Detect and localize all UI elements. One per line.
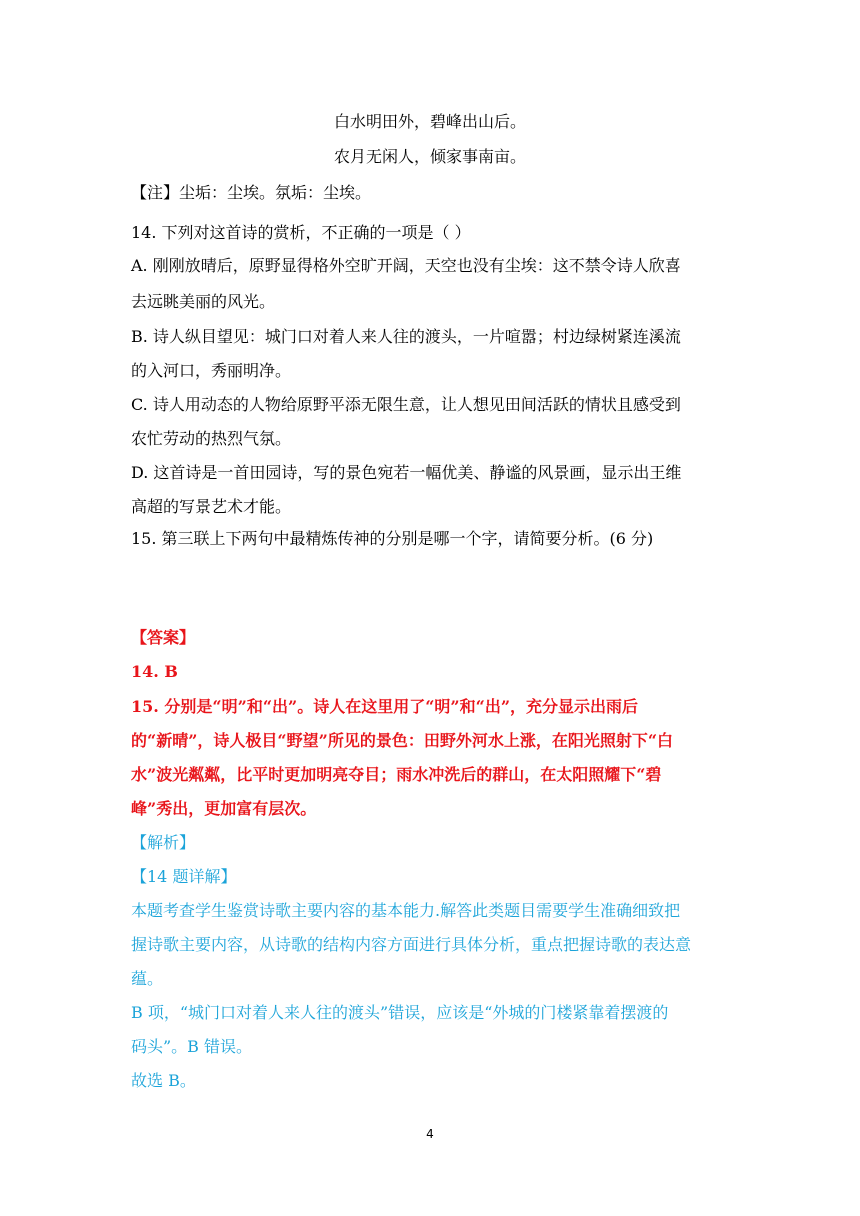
answer-15-line-4: 峰”秀出，更加富有层次。 <box>131 799 317 818</box>
analysis-heading: 【解析】 <box>131 833 196 852</box>
answer-15-line-1: 15. 分别是“明”和“出”。诗人在这里用了“明”和“出”，充分显示出雨后 <box>131 697 639 716</box>
analysis-line-1: 本题考查学生鉴赏诗歌主要内容的基本能力.解答此类题目需要学生准确细致把 <box>131 901 681 920</box>
poem-line-2: 农月无闲人，倾家事南亩。 <box>333 147 526 166</box>
note: 【注】尘垢：尘埃。氛垢：尘埃。 <box>131 183 372 202</box>
answer-15-line-2: 的“新晴”，诗人极目“野望”所见的景色：田野外河水上涨，在阳光照射下“白 <box>131 731 674 750</box>
option-a-line-1: A. 刚刚放晴后，原野显得格外空旷开阔，天空也没有尘埃：这不禁令诗人欣喜 <box>131 256 681 275</box>
question-15-stem: 15. 第三联上下两句中最精炼传神的分别是哪一个字，请简要分析。(6 分) <box>131 529 654 548</box>
option-b-line-1: B. 诗人纵目望见：城门口对着人来人往的渡头，一片喧嚣；村边绿树紧连溪流 <box>131 327 681 346</box>
option-d-line-1: D. 这首诗是一首田园诗，写的景色宛若一幅优美、静谧的风景画，显示出王维 <box>131 463 682 482</box>
answer-heading: 【答案】 <box>131 628 196 647</box>
analysis-14-subheading: 【14 题详解】 <box>131 867 237 886</box>
option-b-line-2: 的入河口，秀丽明净。 <box>131 361 292 380</box>
page-number: 4 <box>426 1127 434 1141</box>
option-c-line-1: C. 诗人用动态的人物给原野平添无限生意，让人想见田间活跃的情状且感受到 <box>131 395 681 414</box>
answer-14: 14. B <box>131 662 178 681</box>
analysis-line-4: B 项，“城门口对着人来人往的渡头”错误，应该是“外城的门楼紧靠着摆渡的 <box>131 1003 669 1022</box>
poem-line-1: 白水明田外，碧峰出山后。 <box>333 112 526 131</box>
option-d-line-2: 高超的写景艺术才能。 <box>131 497 292 516</box>
analysis-line-3: 蕴。 <box>131 969 164 988</box>
analysis-line-5: 码头”。B 错误。 <box>131 1037 253 1056</box>
analysis-line-6: 故选 B。 <box>131 1071 196 1090</box>
answer-15-line-3: 水”波光粼粼，比平时更加明亮夺目；雨水冲洗后的群山，在太阳照耀下“碧 <box>131 765 662 784</box>
question-14-stem: 14. 下列对这首诗的赏析，不正确的一项是（ ） <box>131 223 471 242</box>
analysis-line-2: 握诗歌主要内容，从诗歌的结构内容方面进行具体分析，重点把握诗歌的表达意 <box>131 935 692 954</box>
option-c-line-2: 农忙劳动的热烈气氛。 <box>131 429 292 448</box>
option-a-line-2: 去远眺美丽的风光。 <box>131 292 276 311</box>
